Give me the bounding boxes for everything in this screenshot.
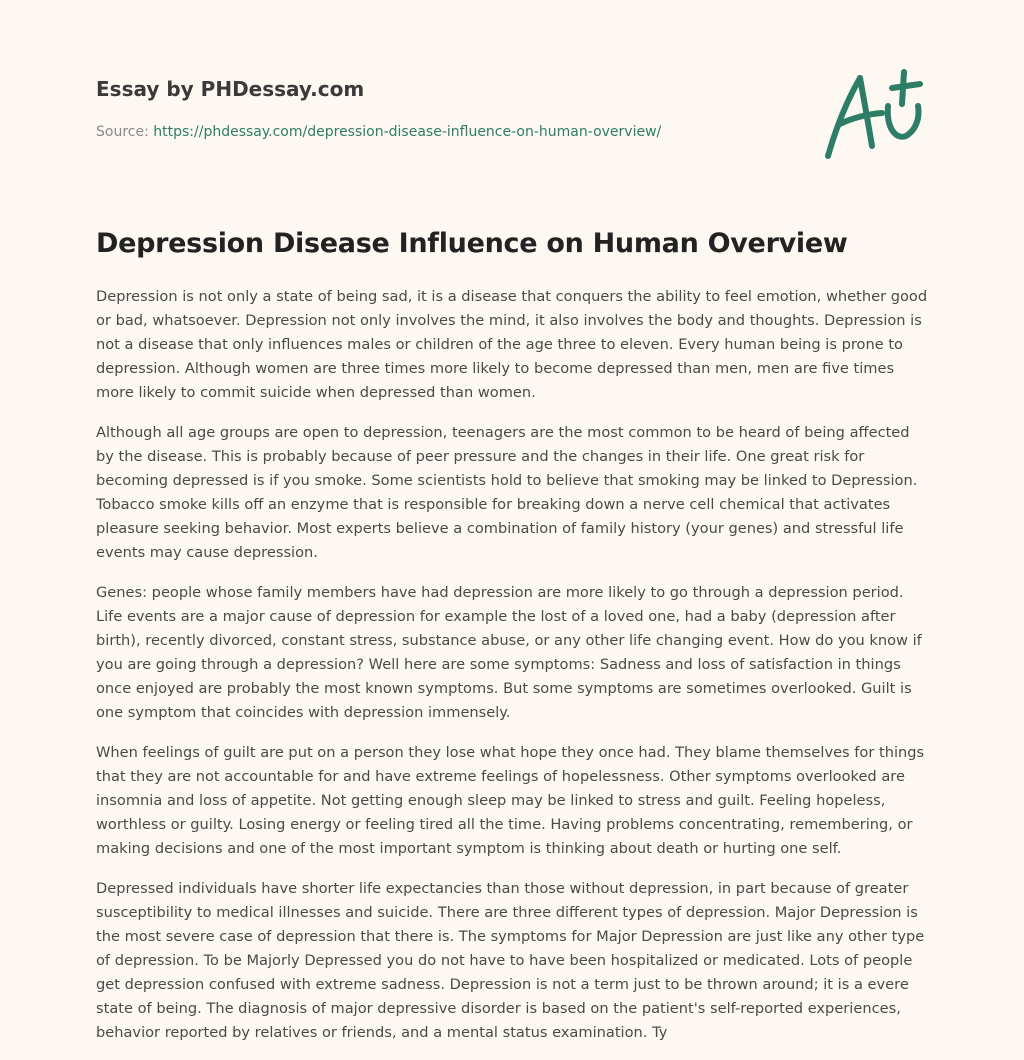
essay-body	[96, 285, 928, 1060]
source-label: Source:	[96, 124, 149, 140]
essay-title: Depression Disease Influence on Human Overview	[96, 228, 848, 259]
essay-paragraph: Genes: people whose family members have had depression are more likely to go through a depression period. Life events are a major cause of depression for example the lost of a loved one, had a baby (depression after birth), recently divorced, constant stress, substance abuse, or any other life changing event. How do you know if you are going through a depression? Well here are some symptoms: Sadness and loss of satisfaction in things once enjoyed are probably the most known symptoms. But some symptoms are sometimes overlooked. Guilt is one symptom that coincides with depression immensely.	[96, 584, 922, 721]
essay-paragraph: When feelings of guilt are put on a person they lose what hope they once had. They blame themselves for things that they are not accountable for and have extreme feelings of hopelessness. Other symptoms overlooked are insomnia and loss of appetite. Not getting enough sleep may be linked to stress and guilt. Feeling hopeless, worthless or guilty. Losing energy or feeling tired all the time. Having problems concentrating, remembering, or making decisions and one of the most important symptom is thinking about death or hurting one self.	[96, 744, 925, 857]
essay-paragraph: Depressed individuals have shorter life expectancies than those without depression, in part because of greater susceptibility to medical illnesses and suicide. There are three different types of depression. Major Depression is the most severe case of depression that there is. The symptoms for Major Depression are just like any other type of depression. To be Majorly Depressed you do not have to have been hospitalized or medicated. Lots of people get depression confused with extreme sadness. Depression is not a term just to be thrown around; it is a evere state of being. The diagnosis of major depressive disorder is based on the patient's self-reported experiences, behavior reported by relatives or friends, and a mental status examination. Ty	[96, 880, 925, 1041]
essay-paragraph: Depression is not only a state of being sad, it is a disease that conquers the ability to feel emotion, whether good or bad, whatsoever. Depression not only involves the mind, it also involves the body and thoughts. Depression is not a disease that only influences males or children of the age three to eleven. Every human being is prone to depression. Although women are three times more likely to become depressed than men, men are five times more likely to commit suicide when depressed than women.	[96, 288, 928, 401]
source-link[interactable]: https://phdessay.com/depression-disease-influence-on-human-overview/	[153, 124, 662, 140]
site-brand: Essay by PHDessay.com	[96, 77, 365, 101]
a-plus-logo-icon	[816, 66, 932, 166]
source-line	[96, 124, 661, 140]
essay-paragraph: Although all age groups are open to depression, teenagers are the most common to be heard of being affected by the disease. This is probably because of peer pressure and the changes in their life. One great risk for becoming depressed is if you smoke. Some scientists hold to believe that smoking may be linked to Depression. Tobacco smoke kills off an enzyme that is responsible for breaking down a nerve cell chemical that activates pleasure seeking behavior. Most experts believe a combination of family history (your genes) and stressful life events may cause depression.	[96, 424, 918, 561]
